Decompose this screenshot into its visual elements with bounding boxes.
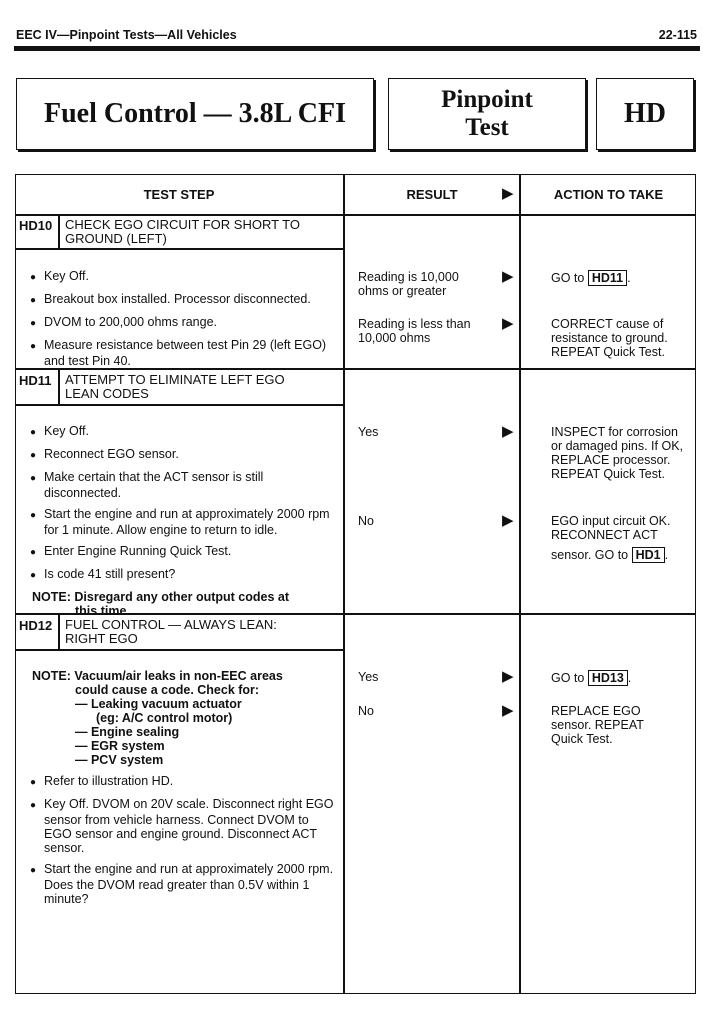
- running-title: EEC IV—Pinpoint Tests—All Vehicles: [16, 28, 237, 42]
- section-title: Fuel Control — 3.8L CFI: [43, 98, 347, 129]
- column-divider-1: [343, 174, 345, 994]
- instruction-bullet: ● Measure resistance between test Pin 29 (left EGO) and test Pin 40.: [30, 338, 335, 368]
- arrow-right-icon: ▶: [502, 268, 514, 285]
- note-label: NOTE:: [32, 590, 71, 604]
- step-title: [65, 618, 335, 646]
- step-title-underline: [15, 404, 343, 406]
- note-text: this time.: [75, 604, 130, 618]
- action-text: GO to HD11 .: [551, 271, 631, 285]
- step-title: [65, 373, 335, 401]
- instruction-bullet: ● Refer to illustration HD.: [30, 774, 335, 790]
- arrow-right-icon: ▶: [502, 702, 514, 719]
- step-title-line: FUEL CONTROL — ALWAYS LEAN:: [65, 617, 277, 632]
- result-text: Reading is less than 10,000 ohms: [358, 317, 471, 345]
- page-number: 22-115: [658, 28, 697, 42]
- note-item: — EGR system: [75, 739, 165, 753]
- step-title-underline: [15, 248, 343, 250]
- step-title-line: RIGHT EGO: [65, 631, 138, 646]
- note-item: (eg: A/C control motor): [96, 711, 233, 725]
- hd13-reference-link[interactable]: HD13: [588, 670, 628, 686]
- action-text: CORRECT cause of resistance to ground. REPEAT Quick Test.: [551, 317, 668, 359]
- pinpoint-label: Pinpoint: [441, 86, 533, 113]
- instruction-bullet: ● Is code 41 still present?: [30, 567, 335, 583]
- step-code: HD12: [19, 618, 53, 633]
- arrow-right-icon: ▶: [502, 668, 514, 685]
- step-instructions-hd12: [30, 669, 335, 906]
- result-text: Yes: [358, 425, 379, 439]
- col-header-result: RESULT: [406, 187, 458, 202]
- step-note: [30, 669, 335, 767]
- step-header-hd11: [15, 369, 343, 404]
- step-header-hd10: [15, 214, 343, 248]
- action-go-to: GO to: [551, 671, 585, 685]
- step-instructions-hd11: [30, 424, 335, 618]
- step-instructions-hd10: [30, 269, 335, 368]
- instruction-bullet: ● Reconnect EGO sensor.: [30, 447, 335, 463]
- result-text: Yes: [358, 670, 379, 684]
- arrow-right-icon: ▶: [502, 423, 514, 440]
- result-text: No: [358, 514, 374, 528]
- instruction-bullet: ● Key Off.: [30, 269, 335, 285]
- test-label: Test: [465, 114, 509, 141]
- step-code-divider: [58, 369, 60, 404]
- section-title-box: [16, 78, 374, 150]
- instruction-bullet: ● Enter Engine Running Quick Test.: [30, 544, 335, 560]
- action-text: INSPECT for corrosion or damaged pins. If OK, REPLACE processor. REPEAT Quick Test.: [551, 425, 684, 481]
- col-header-test-step: TEST STEP: [143, 187, 215, 202]
- instruction-bullet: ● Key Off.: [30, 424, 335, 440]
- pinpoint-test-box: [388, 78, 586, 150]
- action-text: REPLACE EGO sensor. REPEAT Quick Test.: [551, 704, 644, 746]
- action-line: EGO input circuit OK. RECONNECT ACT: [551, 514, 671, 542]
- test-code-box: [596, 78, 694, 150]
- instruction-bullet: ● Start the engine and run at approximately 2000 rpm. Does the DVOM read greater than 0.5V within 1 minute?: [30, 862, 335, 906]
- action-text: GO to HD13 .: [551, 671, 632, 685]
- note-text: Disregard any other output codes at: [74, 590, 289, 604]
- instruction-bullet: ● Breakout box installed. Processor disconnected.: [30, 292, 335, 308]
- action-go-to: sensor. GO to: [551, 548, 629, 562]
- test-code: HD: [624, 98, 666, 129]
- step-title-line: CHECK EGO CIRCUIT FOR SHORT TO: [65, 217, 300, 232]
- note-item: — Leaking vacuum actuator: [75, 697, 242, 711]
- col-header-action: ACTION TO TAKE: [553, 187, 664, 202]
- instruction-bullet: ● Make certain that the ACT sensor is still disconnected.: [30, 470, 335, 500]
- step-header-hd12: [15, 614, 343, 649]
- instruction-bullet: ● Start the engine and run at approximately 2000 rpm for 1 minute. Allow engine to return to idle.: [30, 507, 335, 537]
- note-text: Vacuum/air leaks in non-EEC areas: [74, 669, 283, 683]
- step-title-underline: [15, 649, 343, 651]
- step-title-line: LEAN CODES: [65, 386, 149, 401]
- note-item: — Engine sealing: [75, 725, 180, 739]
- step-title-line: ATTEMPT TO ELIMINATE LEFT EGO: [65, 372, 285, 387]
- action-go-to: GO to: [551, 271, 585, 285]
- note-label: NOTE:: [32, 669, 71, 683]
- result-text: No: [358, 704, 374, 718]
- hd11-reference-link[interactable]: HD11: [588, 270, 627, 286]
- result-text: Reading is 10,000 ohms or greater: [358, 270, 459, 298]
- step-code-divider: [58, 614, 60, 649]
- note-item: — PCV system: [75, 753, 164, 767]
- step-code: HD11: [19, 373, 52, 388]
- header-rule: [14, 46, 700, 51]
- action-text: [551, 514, 691, 563]
- arrow-right-icon: ▶: [502, 315, 514, 332]
- arrow-right-icon: ▶: [502, 512, 514, 529]
- step-title-line: GROUND (LEFT): [65, 231, 167, 246]
- hd1-reference-link[interactable]: HD1: [632, 547, 665, 563]
- action-line: sensor. GO to HD1 .: [551, 548, 669, 562]
- step-code-divider: [58, 214, 60, 248]
- step-title: [65, 218, 335, 246]
- note-text: could cause a code. Check for:: [75, 683, 260, 697]
- step-code: HD10: [19, 218, 53, 233]
- column-divider-2: [519, 174, 521, 994]
- instruction-bullet: ● Key Off. DVOM on 20V scale. Disconnect right EGO sensor from vehicle harness. Connect DVOM to EGO sensor and engine ground. Disconnect ACT sensor.: [30, 797, 335, 855]
- arrow-right-icon: ▶: [502, 185, 514, 202]
- instruction-bullet: ● DVOM to 200,000 ohms range.: [30, 315, 335, 331]
